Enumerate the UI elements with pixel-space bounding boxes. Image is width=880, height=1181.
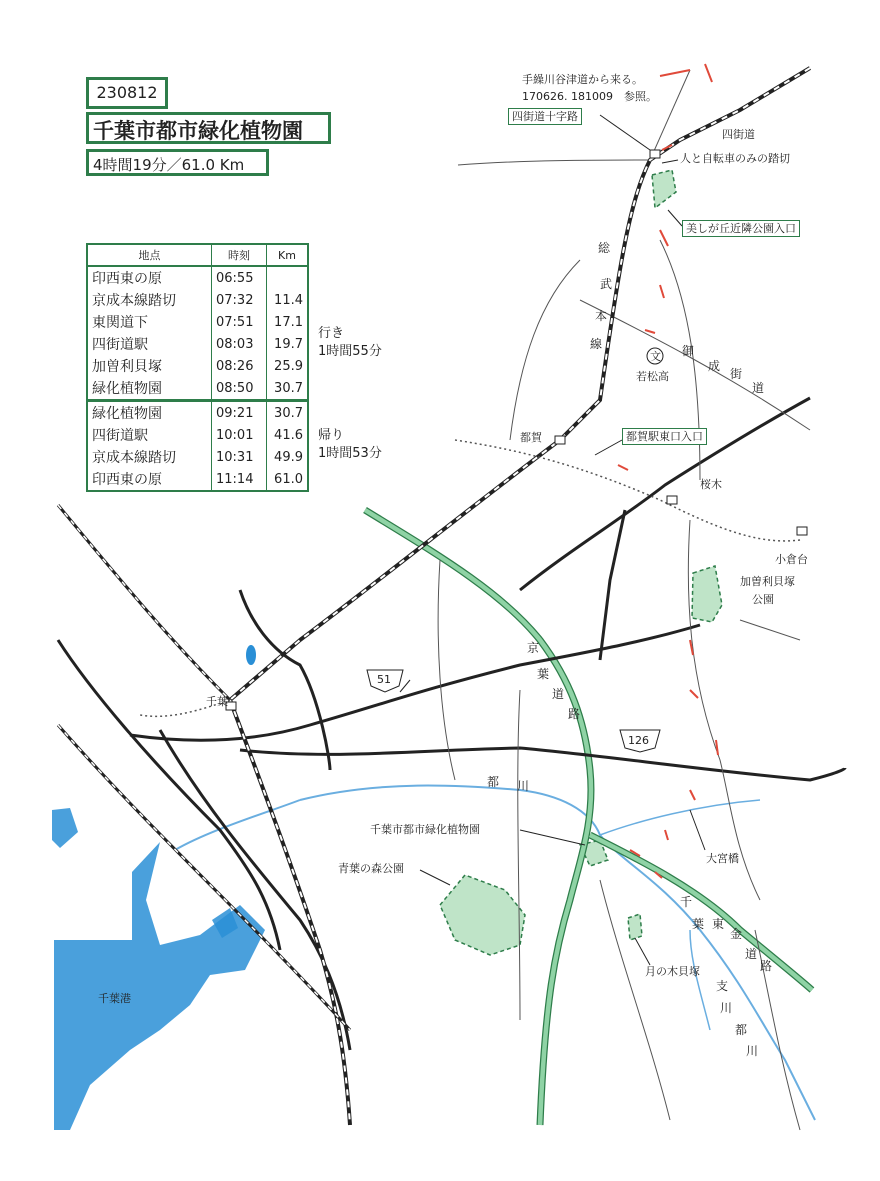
label-crossroad: 四街道十字路 [508,108,582,125]
label-branch-4: 川 [746,1044,759,1058]
kasori-park-area [692,566,722,622]
table-header-row [87,244,308,266]
label-garden: 千葉市都市緑化植物園 [370,823,480,836]
river-branch-2 [690,930,710,1030]
arrow [705,64,712,82]
label-branch-3: 都 [735,1023,748,1037]
label-togane-3: 東 [712,917,725,931]
label-onari-4: 道 [752,381,765,395]
label-ogura: 小倉台 [775,553,808,566]
leader-line [662,160,678,163]
road-n7 [740,620,800,640]
big-road-ne [520,398,810,590]
chiba-port-water [54,842,265,1130]
return-duration: 1時間53分 [318,446,382,461]
row-km [267,266,309,289]
row-km: 61.0 [267,468,309,491]
arrow [716,740,718,755]
river-branch [600,800,760,835]
label-togane-6: 路 [760,959,773,973]
leader-line [520,830,585,845]
utsukushigaoka-park [652,170,676,208]
table-row [87,446,308,468]
road-n1 [458,160,650,165]
leader-line [420,870,450,885]
outbound-label: 行き [318,326,345,341]
keiyo-road-fill [365,510,591,1125]
row-time: 08:03 [212,333,267,355]
row-km: 30.7 [267,401,309,425]
row-km: 41.6 [267,424,309,446]
row-time: 08:26 [212,355,267,377]
label-sobu-3: 本 [595,309,608,323]
row-place: 緑化植物園 [87,401,212,425]
label-keiyo-1: 京 [527,641,540,655]
row-time: 07:51 [212,311,267,333]
label-togane-4: 金 [730,927,743,941]
road-n9 [510,260,580,440]
leader-line [635,938,650,965]
row-time: 07:32 [212,289,267,311]
school-mark-text: 文 [650,350,661,363]
station-sakuragi [667,496,677,504]
onari-kaido [580,300,810,430]
row-time: 09:21 [212,401,267,425]
arrow [690,690,698,698]
row-place: 印西東の原 [87,468,212,491]
arrow [660,285,664,298]
row-place: 京成本線踏切 [87,289,212,311]
label-omiya-bridge: 大宮橋 [706,852,739,865]
arrow [645,330,655,333]
label-sakuragi: 桜木 [700,478,722,491]
table-row [87,401,308,425]
leader-line [668,210,682,226]
label-tsukinoki: 月の木貝塚 [645,965,700,978]
row-place: 四街道駅 [87,424,212,446]
route126-number: 126 [628,734,649,747]
label-keiyo-3: 道 [552,687,565,701]
label-togane-1: 千 [680,895,693,909]
leader-line [600,115,650,150]
row-km: 19.7 [267,333,309,355]
route-log-table [86,243,309,492]
table-row [87,424,308,446]
label-keiyo-4: 路 [568,707,581,721]
harbor-inlet [52,808,78,848]
table-row [87,289,308,311]
label-sobu-1: 総 [598,241,611,255]
row-place: 緑化植物園 [87,377,212,401]
date-label: 230812 [86,77,168,109]
arrow [690,790,695,800]
row-km: 17.1 [267,311,309,333]
label-branch-1: 支 [716,979,729,993]
row-km: 11.4 [267,289,309,311]
row-time: 06:55 [212,266,267,289]
outbound-segment [318,325,382,361]
label-wakamatsu: 若松高 [636,370,669,383]
main-rail-south [230,700,350,1125]
label-tsuga-east: 都賀駅東口入口 [622,428,707,445]
row-time: 08:50 [212,377,267,401]
label-keiyo-2: 葉 [537,667,550,681]
return-label: 帰り [318,428,345,443]
page-title: 千葉市都市緑化植物園 [86,112,331,144]
row-place: 京成本線踏切 [87,446,212,468]
big-road-vertical [600,510,625,660]
label-kasori: 加曽利貝塚 [740,575,795,588]
station-tsuga [555,436,565,444]
row-place: 加曽利貝塚 [87,355,212,377]
row-km: 49.9 [267,446,309,468]
route51-number: 51 [377,673,391,686]
table-row [87,266,308,289]
note-line1: 手繰川谷津道から来る。 [522,73,643,86]
label-miyako-2: 川 [517,779,530,793]
label-branch-2: 川 [720,1001,733,1015]
row-place: 四街道駅 [87,333,212,355]
arrow [618,465,628,470]
header-time: 時刻 [212,244,267,266]
table-row [87,311,308,333]
row-km: 25.9 [267,355,309,377]
table-row [87,333,308,355]
table-row [87,377,308,401]
main-rail-south-ties [230,700,350,1125]
trip-summary: 4時間19分／61.0 Km [86,149,269,176]
keiyo-road-line [365,510,591,1125]
outbound-duration: 1時間55分 [318,344,382,359]
arrow [660,230,668,246]
label-tsuga: 都賀 [520,431,542,444]
pond [246,645,256,665]
header-place: 地点 [87,244,212,266]
table-row [87,468,308,491]
leader-line [400,680,410,692]
label-miyako-1: 都 [487,775,500,789]
tsukinoki-park [628,914,642,940]
label-onari-3: 街 [730,367,743,381]
row-km: 30.7 [267,377,309,401]
leader-line [690,810,705,850]
label-chiba: 千葉 [206,695,228,708]
label-crossing: 人と自転車のみの踏切 [680,152,790,165]
header-km: Km [267,244,309,266]
route51 [130,625,700,740]
label-kasori-park: 公園 [752,593,774,606]
row-time: 11:14 [212,468,267,491]
label-aoba: 青葉の森公園 [338,862,404,875]
station-ogura [797,527,807,535]
road-n6 [438,560,455,780]
arrow [665,830,668,840]
row-time: 10:31 [212,446,267,468]
label-onari-2: 成 [708,359,721,373]
rail-west [58,505,230,700]
leader-line [595,440,622,455]
table-row [87,355,308,377]
note-line2: 170626. 181009 参照。 [522,90,657,103]
label-yotsukaido: 四街道 [722,128,755,141]
station-yotsukaido [650,150,660,158]
road-n5 [518,690,520,1020]
label-chiba-port: 千葉港 [98,992,131,1005]
label-sobu-2: 武 [600,277,613,291]
aoba-park [440,875,525,955]
label-togane-2: 葉 [692,917,705,931]
label-onari-1: 御 [682,344,695,358]
label-park-entrance: 美しが丘近隣公園入口 [682,220,800,237]
keisei-line [455,440,800,541]
return-segment [318,427,382,463]
row-place: 印西東の原 [87,266,212,289]
label-togane-5: 道 [745,947,758,961]
row-time: 10:01 [212,424,267,446]
row-place: 東関道下 [87,311,212,333]
label-sobu-4: 線 [590,337,603,351]
arrow [660,70,690,76]
